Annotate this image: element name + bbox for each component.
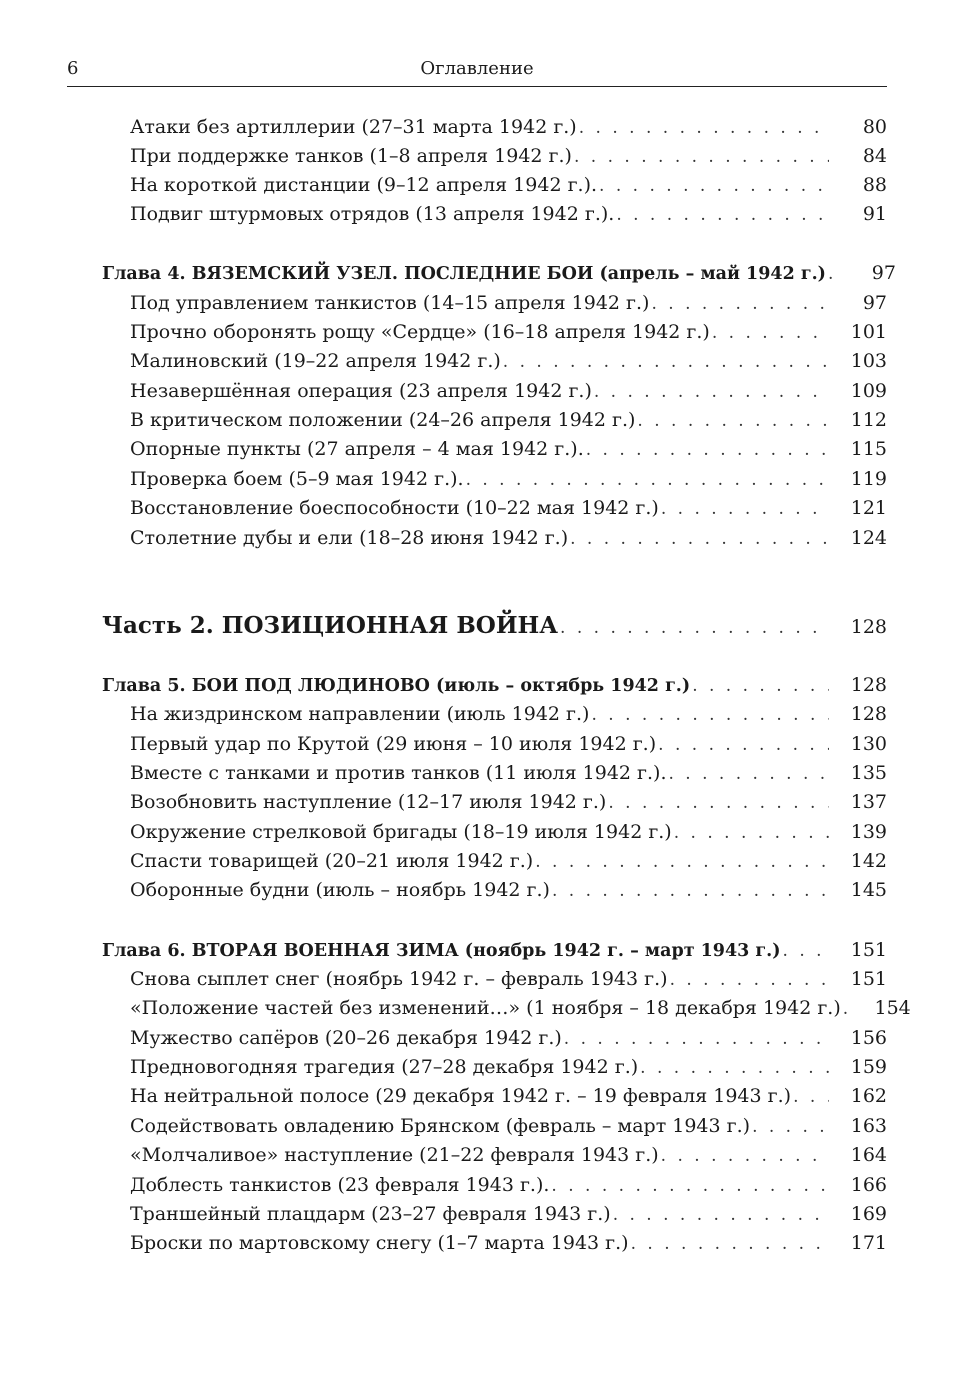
dot-leader xyxy=(574,143,829,171)
toc-entry-title: На нейтральной полосе (29 декабря 1942 г. – 19 февраля 1943 г.) xyxy=(130,1085,792,1107)
toc-chapter-5[interactable] xyxy=(102,671,887,699)
toc-entry-title: Снова сыплет снег (ноябрь 1942 г. – февраль 1943 г.) xyxy=(130,968,668,990)
dot-leader xyxy=(658,731,829,759)
toc-entry-page: 91 xyxy=(862,203,887,225)
toc-entry-page: 84 xyxy=(862,145,887,167)
toc-entry-page: 169 xyxy=(850,1203,887,1225)
toc-entry-page: 159 xyxy=(850,1056,887,1078)
dot-leader xyxy=(669,760,830,788)
page-header xyxy=(67,56,887,87)
dot-leader xyxy=(551,1172,829,1200)
toc-entry[interactable] xyxy=(130,1082,887,1110)
dot-leader xyxy=(535,848,829,876)
toc-entry-page: 112 xyxy=(850,409,887,431)
toc-entry-page: 135 xyxy=(850,762,887,784)
toc-entry-page: 164 xyxy=(850,1144,887,1166)
dot-leader xyxy=(637,407,829,435)
dot-leader xyxy=(608,789,829,817)
toc-entry-page: 103 xyxy=(850,350,887,372)
toc-entry-title: В критическом положении (24–26 апреля 1942 г.) xyxy=(130,409,636,431)
dot-leader xyxy=(594,378,829,406)
toc-entry-page: 128 xyxy=(850,703,887,725)
dot-leader xyxy=(640,1054,829,1082)
toc-entry-page: 80 xyxy=(862,116,887,138)
toc-entry[interactable] xyxy=(130,847,887,875)
toc-entry-page: 139 xyxy=(850,821,887,843)
toc-entry-title: «Молчаливое» наступление (21–22 февраля 1943 г.) xyxy=(130,1144,659,1166)
toc-entry[interactable] xyxy=(130,1053,887,1081)
toc-entry[interactable] xyxy=(130,142,887,170)
toc-entry-page: 130 xyxy=(850,733,887,755)
toc-entry-title: Первый удар по Крутой (29 июня – 10 июля 1942 г.) xyxy=(130,733,657,755)
toc-entry[interactable] xyxy=(130,524,887,552)
toc-entry-title: На короткой дистанции (9–12 апреля 1942 г.). xyxy=(130,174,598,196)
toc-entry[interactable] xyxy=(130,200,887,228)
toc-entry[interactable] xyxy=(130,171,887,199)
toc-entry-page: 162 xyxy=(850,1085,887,1107)
toc-entry[interactable] xyxy=(130,818,887,846)
dot-leader xyxy=(564,1025,829,1053)
toc-entry-title: Часть 2. ПОЗИЦИОННАЯ ВОЙНА xyxy=(102,612,559,639)
running-head: Оглавление xyxy=(420,58,534,79)
toc-entry-page: 156 xyxy=(850,1027,887,1049)
dot-leader xyxy=(752,1113,829,1141)
toc-entry[interactable] xyxy=(130,435,887,463)
toc-entry-page: 128 xyxy=(850,674,887,696)
toc-chapter-6[interactable] xyxy=(102,936,887,964)
dot-leader xyxy=(599,172,829,200)
toc-entry-page: 124 xyxy=(850,527,887,549)
toc-entry-title: На жиздринском направлении (июль 1942 г.) xyxy=(130,703,590,725)
toc-entry-title: Опорные пункты (27 апреля – 4 мая 1942 г.). xyxy=(130,438,584,460)
toc-entry-title: Глава 6. ВТОРАЯ ВОЕННАЯ ЗИМА (ноябрь 1942 г. – март 1943 г.) xyxy=(102,941,781,961)
toc-entry[interactable] xyxy=(130,1200,887,1228)
dot-leader xyxy=(783,937,829,965)
toc-entry[interactable] xyxy=(130,377,887,405)
toc-entry-page: 115 xyxy=(850,438,887,460)
toc-entry-title: Окружение стрелковой бригады (18–19 июля 1942 г.) xyxy=(130,821,672,843)
toc-entry-page: 166 xyxy=(850,1174,887,1196)
toc-entry-title: Прочно оборонять рощу «Сердце» (16–18 апреля 1942 г.) xyxy=(130,321,710,343)
toc-entry[interactable] xyxy=(130,1024,887,1052)
dot-leader xyxy=(616,201,829,229)
toc-entry[interactable] xyxy=(130,113,887,141)
dot-leader xyxy=(586,436,829,464)
toc-entry[interactable] xyxy=(130,994,911,1022)
toc-entry[interactable] xyxy=(130,1141,887,1169)
toc-entry-title: Доблесть танкистов (23 февраля 1943 г.). xyxy=(130,1174,550,1196)
dot-leader xyxy=(661,495,829,523)
toc-entry-title: Под управлением танкистов (14–15 апреля 1942 г.) xyxy=(130,292,650,314)
dot-leader xyxy=(466,466,829,494)
toc-entry-page: 171 xyxy=(850,1232,887,1254)
toc-entry[interactable] xyxy=(130,965,887,993)
toc-entry-title: Траншейный плацдарм (23–27 февраля 1943 г.) xyxy=(130,1203,611,1225)
toc-entry-title: Спасти товарищей (20–21 июля 1942 г.) xyxy=(130,850,534,872)
toc-entry-title: Малиновский (19–22 апреля 1942 г.) xyxy=(130,350,501,372)
toc-entry-page: 121 xyxy=(850,497,887,519)
toc-entry[interactable] xyxy=(130,876,887,904)
toc-entry[interactable] xyxy=(130,289,887,317)
toc-entry-title: Восстановление боеспособности (10–22 мая 1942 г.) xyxy=(130,497,659,519)
toc-entry-page: 151 xyxy=(850,968,887,990)
dot-leader xyxy=(793,1083,829,1111)
toc-entry-title: Мужество сапёров (20–26 декабря 1942 г.) xyxy=(130,1027,562,1049)
dot-leader xyxy=(651,290,829,318)
dot-leader xyxy=(503,348,829,376)
toc-entry[interactable] xyxy=(130,788,887,816)
toc-entry-title: При поддержке танков (1–8 апреля 1942 г.) xyxy=(130,145,572,167)
dot-leader xyxy=(631,1230,829,1258)
dot-leader xyxy=(560,611,829,645)
dot-leader xyxy=(692,672,829,700)
toc-entry-title: Возобновить наступление (12–17 июля 1942 г.) xyxy=(130,791,607,813)
toc-entry[interactable] xyxy=(130,347,887,375)
dot-leader xyxy=(712,319,829,347)
toc-entry[interactable] xyxy=(130,1229,887,1257)
toc-entry-page: 109 xyxy=(850,380,887,402)
toc-entry[interactable] xyxy=(130,759,887,787)
toc-entry-title: Столетние дубы и ели (18–28 июня 1942 г.) xyxy=(130,527,569,549)
dot-leader xyxy=(670,966,829,994)
toc-entry-title: Проверка боем (5–9 мая 1942 г.). xyxy=(130,468,464,490)
page-number: 6 xyxy=(67,58,79,79)
toc-entry-page: 97 xyxy=(862,292,887,314)
toc-entry[interactable] xyxy=(130,406,887,434)
toc-entry-title: «Положение частей без изменений…» (1 ноября – 18 декабря 1942 г.) xyxy=(130,997,841,1019)
toc-entry-title: Содействовать овладению Брянском (февраль – март 1943 г.) xyxy=(130,1115,751,1137)
toc-entry-page: 154 xyxy=(874,997,911,1019)
toc-entry-title: Незавершённая операция (23 апреля 1942 г.) xyxy=(130,380,592,402)
toc-chapter-4[interactable] xyxy=(102,259,896,287)
dot-leader xyxy=(591,701,829,729)
toc-entry-page: 128 xyxy=(850,616,887,638)
toc-entry[interactable] xyxy=(130,465,887,493)
dot-leader xyxy=(674,819,829,847)
dot-leader xyxy=(613,1201,829,1229)
toc-entry[interactable] xyxy=(130,730,887,758)
toc-entry[interactable] xyxy=(130,318,887,346)
toc-entry-page: 145 xyxy=(850,879,887,901)
toc-entry-title: Оборонные будни (июль – ноябрь 1942 г.) xyxy=(130,879,550,901)
dot-leader xyxy=(661,1142,829,1170)
toc-part-2[interactable] xyxy=(102,609,887,643)
toc-entry-page: 142 xyxy=(850,850,887,872)
toc-entry-title: Глава 4. ВЯЗЕМСКИЙ УЗЕЛ. ПОСЛЕДНИЕ БОИ (апрель – май 1942 г.) xyxy=(102,264,826,284)
toc-entry[interactable] xyxy=(130,700,887,728)
toc-entry-title: Предновогодняя трагедия (27–28 декабря 1942 г.) xyxy=(130,1056,639,1078)
dot-leader xyxy=(570,525,829,553)
toc-entry-title: Подвиг штурмовых отрядов (13 апреля 1942 г.). xyxy=(130,203,615,225)
toc-entry[interactable] xyxy=(130,1171,887,1199)
toc-entry[interactable] xyxy=(130,1112,887,1140)
toc-entry-title: Броски по мартовскому снегу (1–7 марта 1943 г.) xyxy=(130,1232,629,1254)
toc-entry-page: 88 xyxy=(862,174,887,196)
toc-entry-page: 137 xyxy=(850,791,887,813)
toc-entry[interactable] xyxy=(130,494,887,522)
toc-entry-page: 163 xyxy=(850,1115,887,1137)
toc-entry-title: Глава 5. БОИ ПОД ЛЮДИНОВО (июль – октябрь 1942 г.) xyxy=(102,676,691,696)
dot-leader xyxy=(828,260,838,288)
dot-leader xyxy=(579,114,829,142)
dot-leader xyxy=(552,877,829,905)
toc-entry-title: Вместе с танками и против танков (11 июля 1942 г.). xyxy=(130,762,667,784)
toc-entry-page: 119 xyxy=(850,468,887,490)
dot-leader xyxy=(843,995,853,1023)
toc-entry-page: 97 xyxy=(871,262,896,284)
toc-entry-title: Атаки без артиллерии (27–31 марта 1942 г.) xyxy=(130,116,577,138)
toc-entry-page: 101 xyxy=(850,321,887,343)
toc-entry-page: 151 xyxy=(850,939,887,961)
